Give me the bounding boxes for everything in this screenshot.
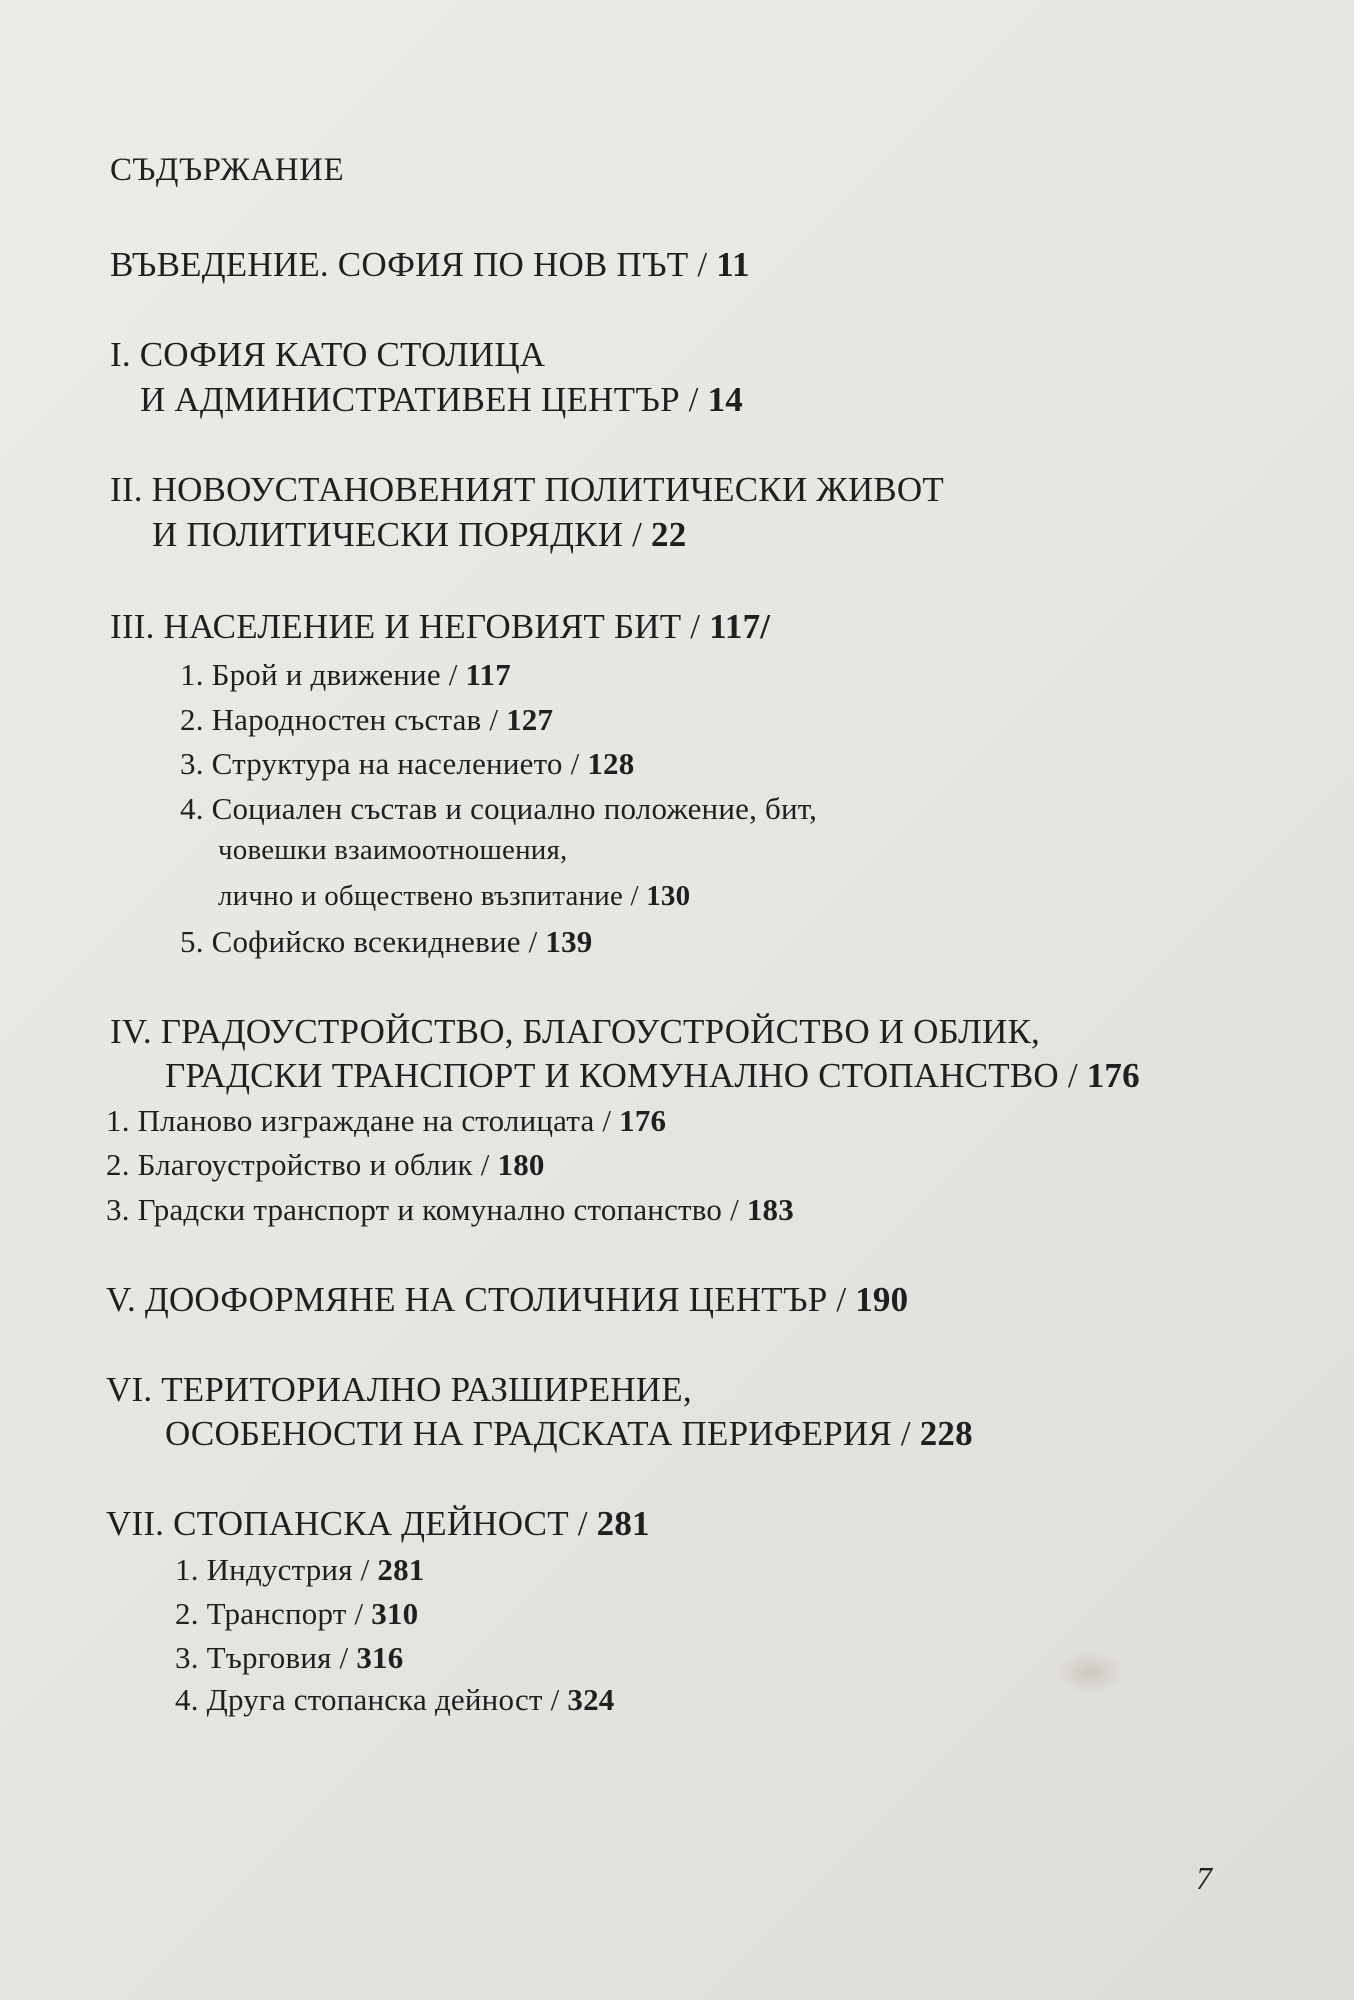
toc-entry-text: лично и обществено възпитание /	[218, 880, 639, 912]
toc-subentry	[175, 1638, 403, 1678]
toc-subentry	[175, 1680, 614, 1720]
toc-entry-text: IV. ГРАДОУСТРОЙСТВО, БЛАГОУСТРОЙСТВО И ОБЛИК,	[110, 1012, 1040, 1051]
toc-entry-chapter-6-line-2	[165, 1414, 973, 1454]
toc-entry-chapter-5	[106, 1280, 908, 1320]
toc-entry-text: И ПОЛИТИЧЕСКИ ПОРЯДКИ /	[152, 515, 643, 554]
toc-entry-page: 190	[855, 1280, 909, 1319]
toc-entry-page: 22	[651, 515, 687, 554]
toc-entry-page: 310	[371, 1596, 419, 1631]
toc-subentry	[175, 1594, 418, 1634]
toc-entry-text: 3. Градски транспорт и комунално стопанство /	[106, 1192, 739, 1227]
toc-entry-page: 176	[619, 1103, 667, 1138]
toc-subentry	[180, 789, 817, 829]
toc-entry-text: 3. Структура на населението /	[180, 746, 580, 781]
toc-entry-text: 3. Търговия /	[175, 1640, 349, 1675]
toc-entry-text: 2. Народностен състав /	[180, 702, 499, 737]
toc-entry-page: 14	[707, 380, 743, 419]
toc-entry-text: И АДМИНИСТРАТИВЕН ЦЕНТЪР /	[140, 380, 699, 419]
toc-subentry	[106, 1101, 666, 1141]
toc-entry-chapter-4-line-1	[110, 1012, 1040, 1052]
toc-entry-chapter-4-line-2	[165, 1056, 1140, 1096]
toc-subentry	[175, 1550, 425, 1590]
toc-entry-page: 281	[377, 1552, 425, 1587]
toc-subentry	[180, 655, 511, 695]
toc-entry-text: 2. Транспорт /	[175, 1596, 364, 1631]
toc-subentry-continued	[218, 876, 690, 916]
toc-entry-page: 180	[497, 1147, 545, 1182]
toc-entry-text: ВЪВЕДЕНИЕ. СОФИЯ ПО НОВ ПЪТ /	[110, 245, 708, 284]
toc-entry-page: 281	[596, 1504, 650, 1543]
toc-entry-chapter-2-line-2	[152, 515, 686, 555]
toc-entry-text: II. НОВОУСТАНОВЕНИЯТ ПОЛИТИЧЕСКИ ЖИВОТ	[110, 470, 944, 509]
toc-entry-text: VII. СТОПАНСКА ДЕЙНОСТ /	[106, 1504, 588, 1543]
toc-entry-chapter-2-line-1	[110, 470, 944, 510]
toc-entry-page: 228	[919, 1414, 973, 1453]
page-number: 7	[1196, 1860, 1212, 1896]
toc-subentry-continued	[218, 830, 568, 870]
toc-subentry	[106, 1145, 545, 1185]
paper-stain	[1055, 1650, 1125, 1695]
toc-entry-chapter-1-line-2	[140, 380, 743, 420]
toc-entry-text: VI. ТЕРИТОРИАЛНО РАЗШИРЕНИЕ,	[106, 1370, 692, 1409]
toc-entry-text: 4. Социален състав и социално положение, бит,	[180, 791, 818, 826]
toc-entry-page: 117/	[709, 607, 771, 646]
toc-entry-text: I. СОФИЯ КАТО СТОЛИЦА	[110, 335, 546, 374]
toc-entry-text: 1. Планово изграждане на столицата /	[106, 1103, 612, 1138]
toc-entry-page: 316	[356, 1640, 404, 1675]
toc-entry-chapter-7	[106, 1504, 650, 1544]
toc-subentry	[180, 744, 634, 784]
toc-entry-text: 5. Софийско всекидневие /	[180, 924, 538, 959]
toc-entry-chapter-1-line-1	[110, 335, 545, 375]
toc-entry-page: 176	[1086, 1056, 1140, 1095]
toc-entry-text: V. ДООФОРМЯНЕ НА СТОЛИЧНИЯ ЦЕНТЪР /	[106, 1280, 847, 1319]
toc-subentry	[180, 922, 592, 962]
toc-entry-text: ГРАДСКИ ТРАНСПОРТ И КОМУНАЛНО СТОПАНСТВО /	[165, 1056, 1078, 1095]
toc-subentry	[180, 700, 553, 740]
toc-entry-text: 4. Друга стопанска дейност /	[175, 1682, 560, 1717]
toc-entry-page: 183	[746, 1192, 794, 1227]
toc-subentry	[106, 1190, 794, 1230]
toc-entry-page: 128	[587, 746, 635, 781]
toc-entry-text: човешки взаимоотношения,	[218, 834, 568, 866]
toc-entry-chapter-6-line-1	[106, 1370, 692, 1410]
toc-entry-page: 11	[716, 245, 750, 284]
toc-entry-text: ОСОБЕНОСТИ НА ГРАДСКАТА ПЕРИФЕРИЯ /	[165, 1414, 911, 1453]
toc-entry-text: 1. Индустрия /	[175, 1552, 370, 1587]
toc-entry-chapter-3	[110, 607, 770, 647]
toc-entry-page: 324	[567, 1682, 615, 1717]
toc-entry-page: 139	[545, 924, 593, 959]
toc-entry-introduction	[110, 245, 750, 285]
toc-heading: СЪДЪРЖАНИЕ	[110, 152, 345, 188]
toc-entry-page: 127	[506, 702, 554, 737]
toc-entry-text: III. НАСЕЛЕНИЕ И НЕГОВИЯТ БИТ /	[110, 607, 701, 646]
toc-entry-page: 117	[465, 657, 511, 692]
toc-entry-text: 2. Благоустройство и облик /	[106, 1147, 490, 1182]
toc-entry-page: 130	[646, 880, 691, 912]
toc-entry-text: 1. Брой и движение /	[180, 657, 458, 692]
